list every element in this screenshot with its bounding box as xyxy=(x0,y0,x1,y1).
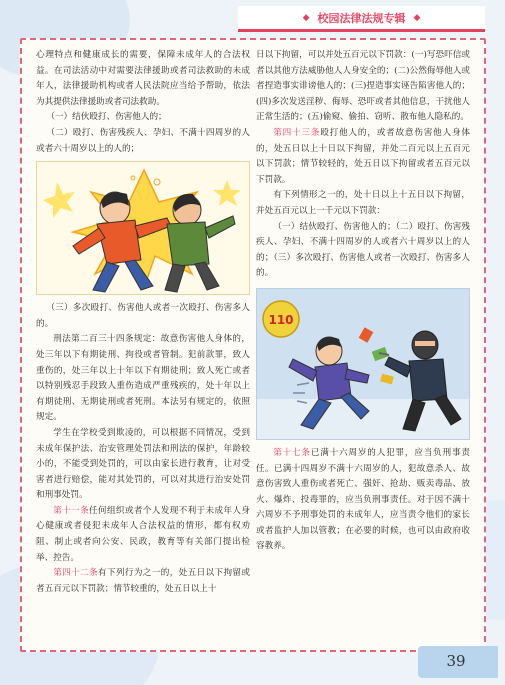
left-column xyxy=(36,48,250,597)
chase-illustration xyxy=(256,288,470,440)
section-header xyxy=(238,6,485,32)
header-right-diamond: ◆ xyxy=(413,12,421,23)
left-paragraph-2: （一）结伙殴打、伤害他人的； xyxy=(46,112,167,123)
article-17-text: 已满十六周岁的人犯罪，应当负刑事责任。已满十四周岁不满十六周岁的人，犯故意杀人、故意伤害致人重伤或者死亡、强奸、抢劫、贩卖毒品、放火、爆炸、投毒罪的，应当负刑事责任。对于因不满十六周岁不予刑事处罚的未成年人，应当责令他们的家长或者监护人加以管教；在必要的时候，也可以由政府收容教养。 xyxy=(256,447,470,552)
illus-sign-110: 110 xyxy=(268,312,294,327)
left-paragraph-1: 心理特点和健康成长的需要，保障未成年人的合法权益。在司法活动中对需要法律援助或者司法救助的未成年人，法律援助机构或者人民法院应当给予帮助，依法为其提供法律援助或者司法救助。 xyxy=(36,50,250,107)
left-paragraph-3: （二）殴打、伤害残疾人、孕妇、不满十四周岁的人或者六十周岁以上的人的； xyxy=(36,127,250,154)
article-11-text: 任何组织或者个人发现不利于未成年人身心健康或者侵犯未成年人合法权益的情形，都有权劝阻、制止或者向公安、民政，教育等有关部门提出检举、控告。 xyxy=(36,505,250,563)
article-17-label: 第十七条 xyxy=(273,447,311,458)
left-paragraph-6: 学生在学校受到欺凌的，可以根据不同情况，受到未成年保护法、治安管理处罚法和刑法的保护，年龄较小的，不能受到处罚的，可以由家长进行教育，让对受害者进行赔偿，能对其处罚的，可以对其进行治安处罚和刑事处罚。 xyxy=(36,427,250,501)
right-paragraph-2 xyxy=(256,126,470,188)
article-43-label: 第四十三条 xyxy=(273,127,321,138)
fight-illustration xyxy=(36,161,250,295)
right-paragraph-5 xyxy=(256,446,470,555)
left-paragraph-4: （三）多次殴打、伤害他人或者一次殴打、伤害多人的。 xyxy=(36,303,250,329)
chase-illustration-svg xyxy=(257,289,470,440)
left-paragraph-8 xyxy=(36,566,250,597)
right-column xyxy=(256,48,470,555)
left-paragraph-7 xyxy=(36,504,250,566)
page-number: 39 xyxy=(446,652,466,670)
header-title: 校园法律法规专辑 xyxy=(317,11,406,25)
article-11-label: 第十一条 xyxy=(53,505,90,516)
article-42-text: 有下列行为之一的，处五日以下拘留或者五百元以下罚款；情节较重的，处五日以上十 xyxy=(36,568,250,594)
header-left-diamond: ◆ xyxy=(302,12,310,23)
right-paragraph-1: 日以下拘留，可以并处五百元以下罚款：(一)写恐吓信或者以其他方法威胁他人人身安全的；(二)公然侮辱他人或者捏造事实诽谤他人的；(三)捏造事实诬告陷害他人的；(四)多次发送淫秽、侮辱、恐吓或者其他信息，干扰他人正常生活的；(五)偷窥、偷拍、窃听、散布他人隐私的。 xyxy=(256,50,470,123)
right-paragraph-4: （一）结伙殴打、伤害他人的；（二）殴打、伤害残疾人、孕妇、不满十四周岁的人或者六十周岁以上的人的；（三）多次殴打、伤害他人或者一次殴打、伤害多人的。 xyxy=(256,221,470,279)
left-paragraph-5: 刑法第二百三十四条规定：故意伤害他人身体的，处三年以下有期徒刑、拘役或者管制。犯前款罪，致人重伤的，处三年以上十年以下有期徒刑；致人死亡或者以特别残忍手段致人重伤造成严重残疾的，处十年以上有期徒刑、无期徒刑或者死刑。本法另有规定的，依照规定。 xyxy=(36,334,250,423)
right-paragraph-3: 有下列情形之一的，处十日以上十五日以下拘留，并处五百元以上一千元以下罚款： xyxy=(256,190,470,216)
fight-illustration-svg xyxy=(37,162,250,295)
article-43-text: 殴打他人的，或者故意伤害他人身体的，处五日以上十日以下拘留，并处二百元以上五百元以下罚款；情节较轻的，处五日以下拘留或者五百元以下罚款。 xyxy=(256,127,470,185)
article-42-label: 第四十二条 xyxy=(53,568,98,579)
